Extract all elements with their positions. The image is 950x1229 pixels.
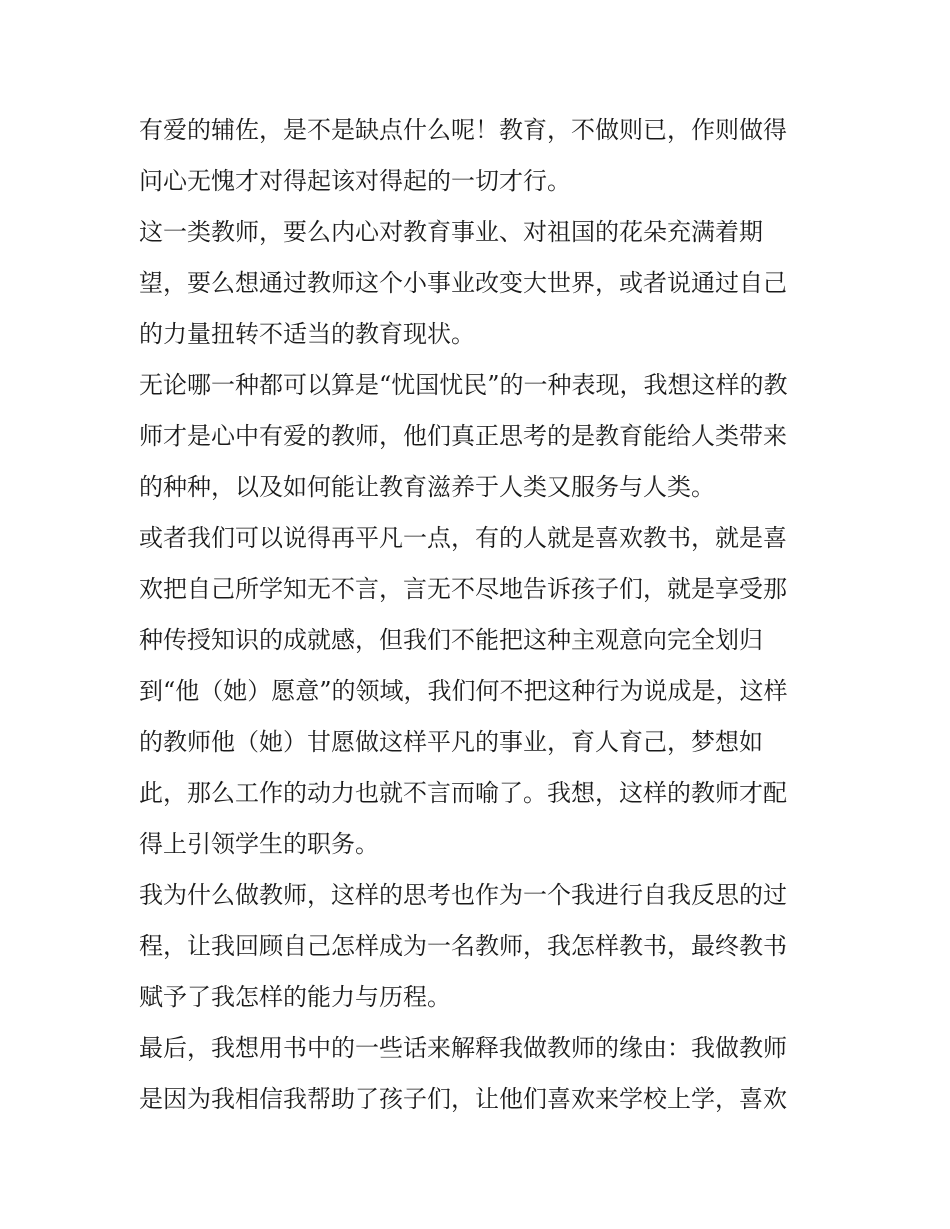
text-line: 种传授知识的成就感，但我们不能把这种主观意向完全划归: [139, 626, 763, 654]
text-line: 此，那么工作的动力也就不言而喻了。我想，这样的教师才配: [139, 779, 787, 807]
text-line: 的种种，以及如何能让教育滋养于人类又服务与人类。: [139, 473, 715, 501]
text-line: 最后，我想用书中的一些话来解释我做教师的缘由：我做教师: [139, 1034, 787, 1062]
text-line: 或者我们可以说得再平凡一点，有的人就是喜欢教书，就是喜: [139, 524, 787, 552]
text-line: 的教师他（她）甘愿做这样平凡的事业，育人育己，梦想如: [139, 728, 763, 756]
text-line: 无论哪一种都可以算是“忧国忧民”的一种表现，我想这样的教: [139, 371, 788, 399]
text-line: 的力量扭转不适当的教育现状。: [139, 320, 475, 348]
text-line: 程，让我回顾自己怎样成为一名教师，我怎样教书，最终教书: [139, 932, 787, 960]
text-line: 师才是心中有爱的教师，他们真正思考的是教育能给人类带来: [139, 422, 787, 450]
text-line: 这一类教师，要么内心对教育事业、对祖国的花朵充满着期: [139, 218, 763, 246]
text-line: 问心无愧才对得起该对得起的一切才行。: [139, 167, 571, 195]
text-line: 有爱的辅佐，是不是缺点什么呢！教育，不做则已，作则做得: [139, 116, 787, 144]
document-body: [139, 105, 819, 1125]
text-line: 到“他（她）愿意”的领域，我们何不把这种行为说成是，这样: [139, 677, 788, 705]
text-line: 望，要么想通过教师这个小事业改变大世界，或者说通过自己: [139, 269, 787, 297]
text-line: 我为什么做教师，这样的思考也作为一个我进行自我反思的过: [139, 881, 787, 909]
text-line: 是因为我相信我帮助了孩子们，让他们喜欢来学校上学，喜欢: [139, 1085, 787, 1113]
text-line: 得上引领学生的职务。: [139, 830, 379, 858]
text-line: 欢把自己所学知无不言，言无不尽地告诉孩子们，就是享受那: [139, 575, 787, 603]
text-line: 赋予了我怎样的能力与历程。: [139, 983, 451, 1011]
